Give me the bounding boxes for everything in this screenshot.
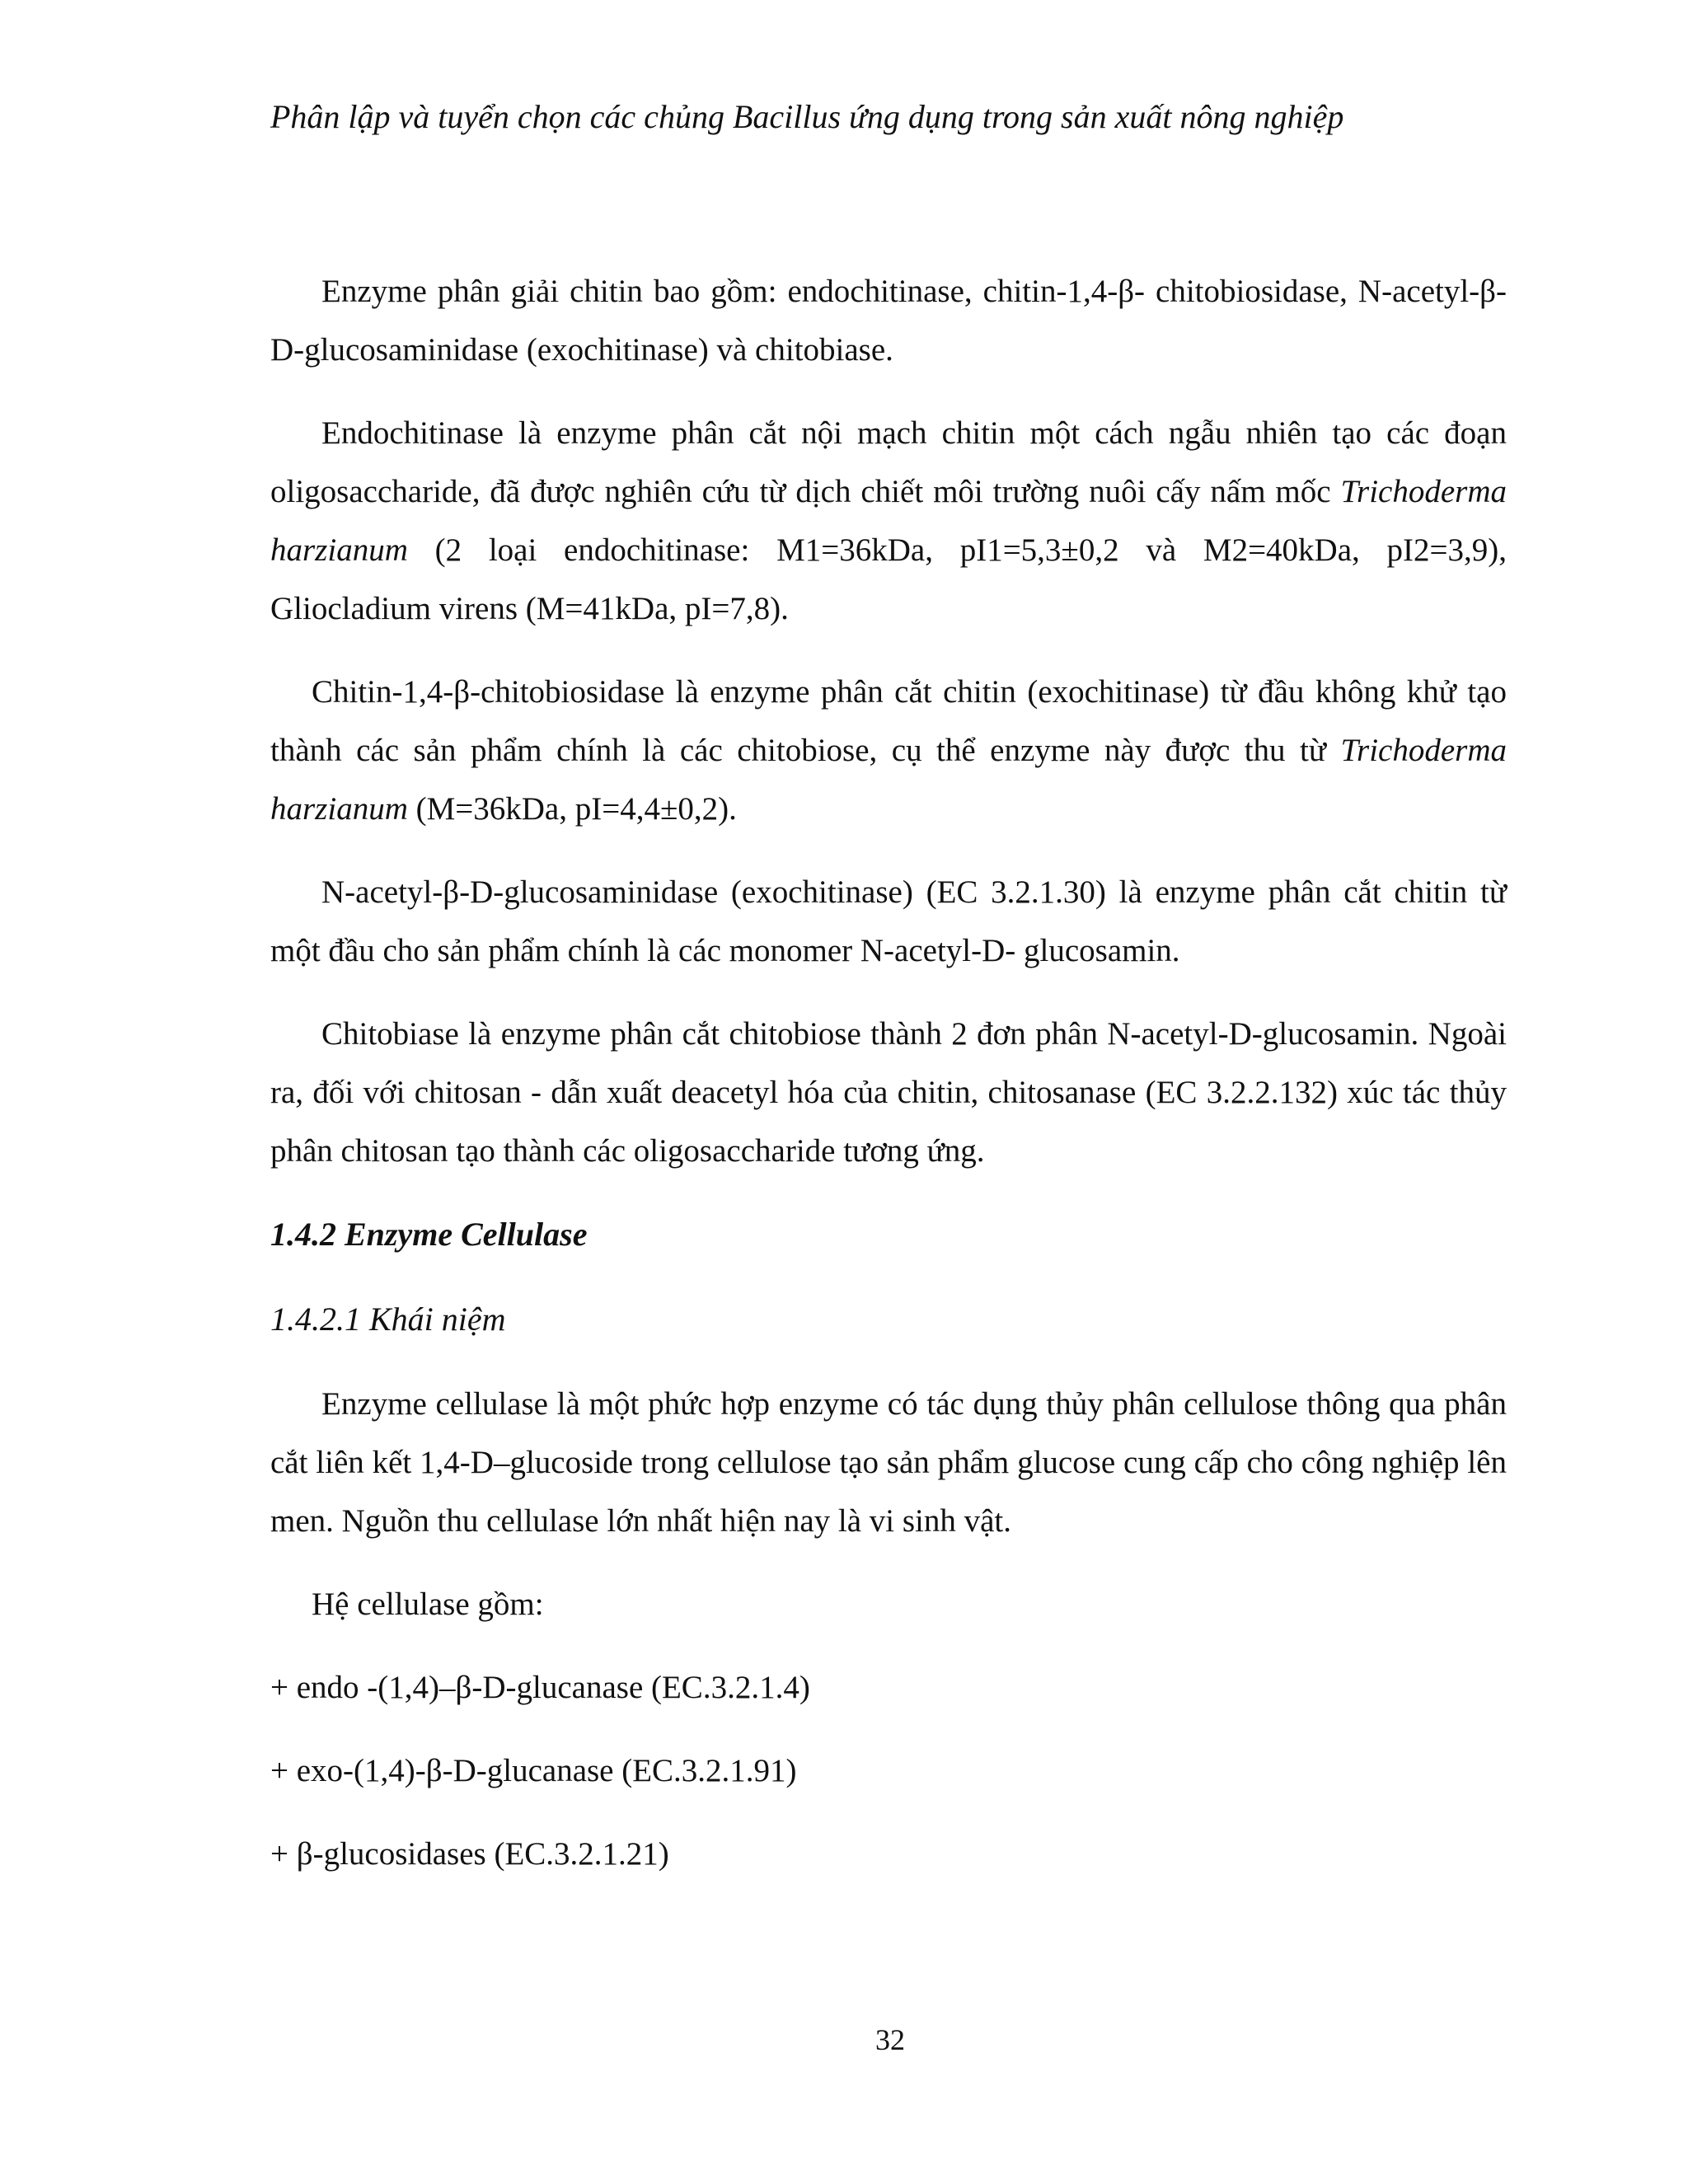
list-item: + β-glucosidases (EC.3.2.1.21) — [270, 1836, 669, 1872]
paragraph-cellulase-system: Hệ cellulase gồm: — [312, 1586, 544, 1622]
paragraph-endochitinase — [270, 404, 1507, 638]
list-item: + exo-(1,4)-β-D-glucanase (EC.3.2.1.91) — [270, 1753, 797, 1788]
running-header: Phân lập và tuyển chọn các chủng Bacillus ứng dụng trong sản xuất nông nghiệp — [270, 98, 1344, 135]
page-number: 32 — [875, 2023, 905, 2056]
paragraph-chitinase-overview: Enzyme phân giải chitin bao gồm: endochitinase, chitin-1,4-β- chitobiosidase, N-acetyl-β-D-glucosaminidase (exochitinase) và chitobiase. — [270, 274, 1507, 368]
species-name: Trichoderma harzianum — [270, 474, 1507, 568]
subsection-heading: 1.4.2.1 Khái niệm — [270, 1301, 506, 1338]
page-body — [270, 262, 1507, 1908]
section-heading: 1.4.2 Enzyme Cellulase — [270, 1216, 588, 1253]
paragraph-cellulase-definition: Enzyme cellulase là một phức hợp enzyme có tác dụng thủy phân cellulose thông qua phân cắt liên kết 1,4-D–glucoside trong cellulose tạo sản phẩm glucose cung cấp cho công nghiệp lên men. Nguồn thu cellulase lớn nhất hiện nay là vi sinh vật. — [270, 1386, 1507, 1539]
list-item: + endo -(1,4)–β-D-glucanase (EC.3.2.1.4) — [270, 1670, 810, 1705]
paragraph-text: (M=36kDa, pI=4,4±0,2). — [407, 791, 737, 827]
paragraph-glucosaminidase: N-acetyl-β-D-glucosaminidase (exochitinase) (EC 3.2.1.30) là enzyme phân cắt chitin từ một đầu cho sản phẩm chính là các monomer N-acetyl-D- glucosamin. — [270, 874, 1507, 968]
paragraph-text: Endochitinase là enzyme phân cắt nội mạch chitin một cách ngẫu nhiên tạo các đoạn oligosaccharide, đã được nghiên cứu từ dịch chiết môi trường nuôi cấy nấm mốc — [270, 415, 1507, 509]
paragraph-chitobiase: Chitobiase là enzyme phân cắt chitobiose thành 2 đơn phân N-acetyl-D-glucosamin. Ngoài ra, đối với chitosan - dẫn xuất deacetyl hóa của chitin, chitosanase (EC 3.2.2.132) xúc tác thủy phân chitosan tạo thành các oligosaccharide tương ứng. — [270, 1016, 1507, 1169]
paragraph-chitobiosidase — [270, 663, 1507, 838]
paragraph-text: Chitin-1,4-β-chitobiosidase là enzyme phân cắt chitin (exochitinase) từ đầu không khử tạo thành các sản phẩm chính là các chitobiose, cụ thể enzyme này được thu từ — [270, 674, 1507, 768]
paragraph-text: (2 loại endochitinase: M1=36kDa, pI1=5,3±0,2 và M2=40kDa, pI2=3,9), Gliocladium virens (M=41kDa, pI=7,8). — [270, 532, 1507, 626]
species-name: Trichoderma harzianum — [270, 733, 1507, 827]
